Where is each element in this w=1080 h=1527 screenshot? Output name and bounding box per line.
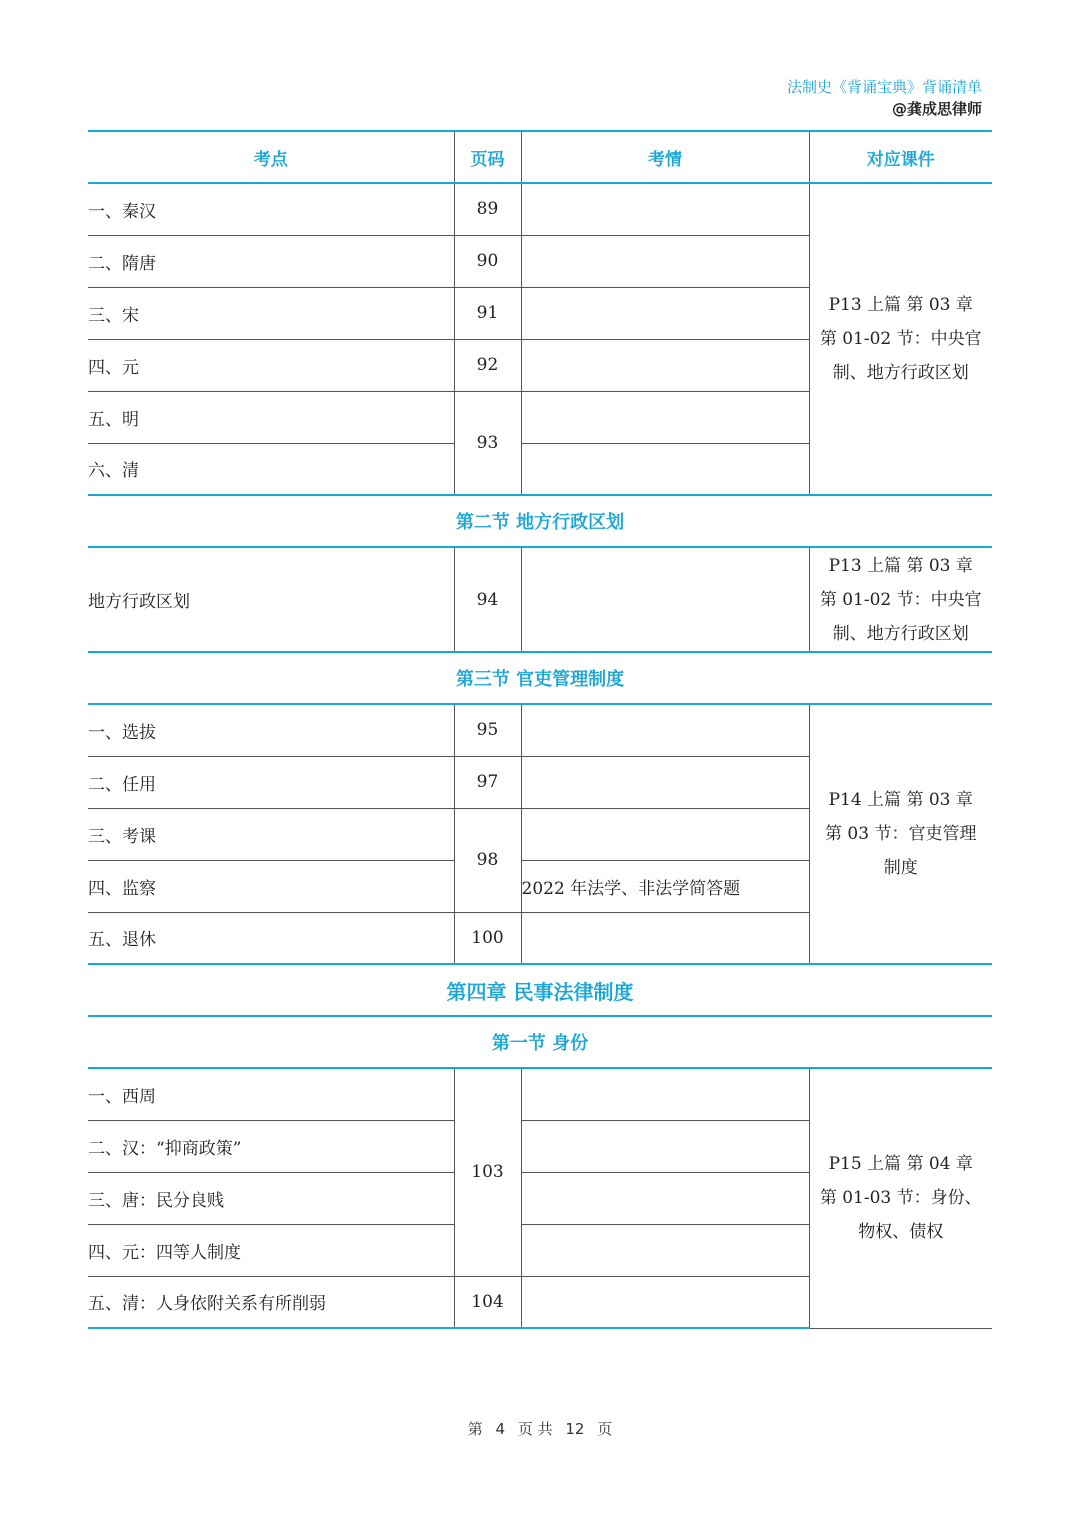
exam-cell bbox=[521, 912, 809, 964]
exam-cell bbox=[521, 1172, 809, 1224]
course-line: 第 01-03 节：身份、 bbox=[819, 1188, 982, 1209]
course-line: 制、地方行政区划 bbox=[832, 363, 969, 383]
course-line: 第 03 节：官吏管理 bbox=[825, 824, 977, 844]
section-heading: 第二节 地方行政区划 bbox=[88, 495, 992, 547]
exam-cell bbox=[521, 808, 809, 860]
section-heading-row bbox=[88, 652, 992, 704]
exam-cell bbox=[521, 547, 809, 652]
topic-cell: 一、选拔 bbox=[88, 704, 454, 756]
exam-cell bbox=[521, 704, 809, 756]
topic-cell: 三、唐：民分良贱 bbox=[88, 1172, 454, 1224]
exam-cell bbox=[521, 287, 809, 339]
exam-cell bbox=[521, 391, 809, 443]
topic-cell: 一、西周 bbox=[88, 1068, 454, 1120]
page-cell: 95 bbox=[454, 704, 521, 756]
page-cell: 94 bbox=[454, 547, 521, 652]
footer-prefix: 第 bbox=[467, 1420, 483, 1438]
table-row bbox=[88, 183, 992, 235]
course-line: P15 上篇 第 04 章 bbox=[828, 1154, 973, 1175]
course-line: P13 上篇 第 03 章 bbox=[828, 555, 973, 576]
exam-cell bbox=[521, 756, 809, 808]
page-cell: 104 bbox=[454, 1276, 521, 1328]
topic-cell: 四、监察 bbox=[88, 860, 454, 912]
course-cell bbox=[809, 547, 992, 652]
course-line: 制度 bbox=[883, 858, 918, 878]
exam-cell bbox=[521, 235, 809, 287]
column-header-exam: 考情 bbox=[521, 131, 809, 183]
course-line: 制、地方行政区划 bbox=[832, 623, 969, 644]
topic-cell: 五、清：人身依附关系有所削弱 bbox=[88, 1276, 454, 1328]
topic-cell: 地方行政区划 bbox=[88, 547, 454, 652]
current-page-number: 4 bbox=[495, 1420, 506, 1438]
chapter-heading-row bbox=[88, 964, 992, 1016]
topic-cell: 二、汉：“抑商政策” bbox=[88, 1120, 454, 1172]
column-header-topic: 考点 bbox=[88, 131, 454, 183]
section-heading-row bbox=[88, 1016, 992, 1068]
topic-cell: 二、任用 bbox=[88, 756, 454, 808]
page-cell: 89 bbox=[454, 183, 521, 235]
page-cell: 97 bbox=[454, 756, 521, 808]
exam-cell bbox=[521, 443, 809, 495]
topic-cell: 二、隋唐 bbox=[88, 235, 454, 287]
course-line: P13 上篇 第 03 章 bbox=[828, 295, 973, 315]
checklist-table bbox=[88, 130, 992, 1329]
page-cell: 98 bbox=[454, 808, 521, 912]
section-heading: 第三节 官吏管理制度 bbox=[88, 652, 992, 704]
page-cell: 100 bbox=[454, 912, 521, 964]
section-heading-row bbox=[88, 495, 992, 547]
table-header-row bbox=[88, 131, 992, 183]
topic-cell: 四、元：四等人制度 bbox=[88, 1224, 454, 1276]
total-page-count: 12 bbox=[565, 1420, 585, 1438]
chapter-heading: 第四章 民事法律制度 bbox=[88, 964, 992, 1016]
course-cell bbox=[809, 183, 992, 495]
page-cell: 91 bbox=[454, 287, 521, 339]
course-line: P14 上篇 第 03 章 bbox=[828, 790, 973, 810]
page-cell: 93 bbox=[454, 391, 521, 495]
exam-cell bbox=[521, 339, 809, 391]
column-header-course: 对应课件 bbox=[809, 131, 992, 183]
column-header-page: 页码 bbox=[454, 131, 521, 183]
exam-cell bbox=[521, 1276, 809, 1328]
section-heading: 第一节 身份 bbox=[88, 1016, 992, 1068]
page-cell: 103 bbox=[454, 1068, 521, 1276]
course-cell bbox=[809, 704, 992, 964]
topic-cell: 五、明 bbox=[88, 391, 454, 443]
course-line: 第 01-02 节：中央官 bbox=[819, 329, 982, 349]
page-footer bbox=[0, 1418, 1080, 1439]
topic-cell: 四、元 bbox=[88, 339, 454, 391]
exam-cell: 2022 年法学、非法学简答题 bbox=[521, 860, 809, 912]
footer-suffix: 页 bbox=[597, 1420, 613, 1438]
course-line: 第 01-02 节：中央官 bbox=[819, 589, 982, 610]
topic-cell: 一、秦汉 bbox=[88, 183, 454, 235]
exam-cell bbox=[521, 1224, 809, 1276]
exam-cell bbox=[521, 1120, 809, 1172]
exam-cell bbox=[521, 183, 809, 235]
table-row bbox=[88, 704, 992, 756]
course-cell bbox=[809, 1068, 992, 1328]
course-line: 物权、债权 bbox=[858, 1222, 944, 1243]
topic-cell: 六、清 bbox=[88, 443, 454, 495]
document-title: 法制史《背诵宝典》背诵清单 bbox=[786, 78, 982, 96]
topic-cell: 三、宋 bbox=[88, 287, 454, 339]
page-cell: 90 bbox=[454, 235, 521, 287]
exam-cell bbox=[521, 1068, 809, 1120]
table-row bbox=[88, 547, 992, 652]
page-cell: 92 bbox=[454, 339, 521, 391]
footer-middle: 页 共 bbox=[517, 1420, 553, 1438]
topic-cell: 五、退休 bbox=[88, 912, 454, 964]
table-row bbox=[88, 1068, 992, 1120]
topic-cell: 三、考课 bbox=[88, 808, 454, 860]
page-header bbox=[787, 76, 982, 120]
author-handle: @龚成思律师 bbox=[891, 100, 982, 118]
